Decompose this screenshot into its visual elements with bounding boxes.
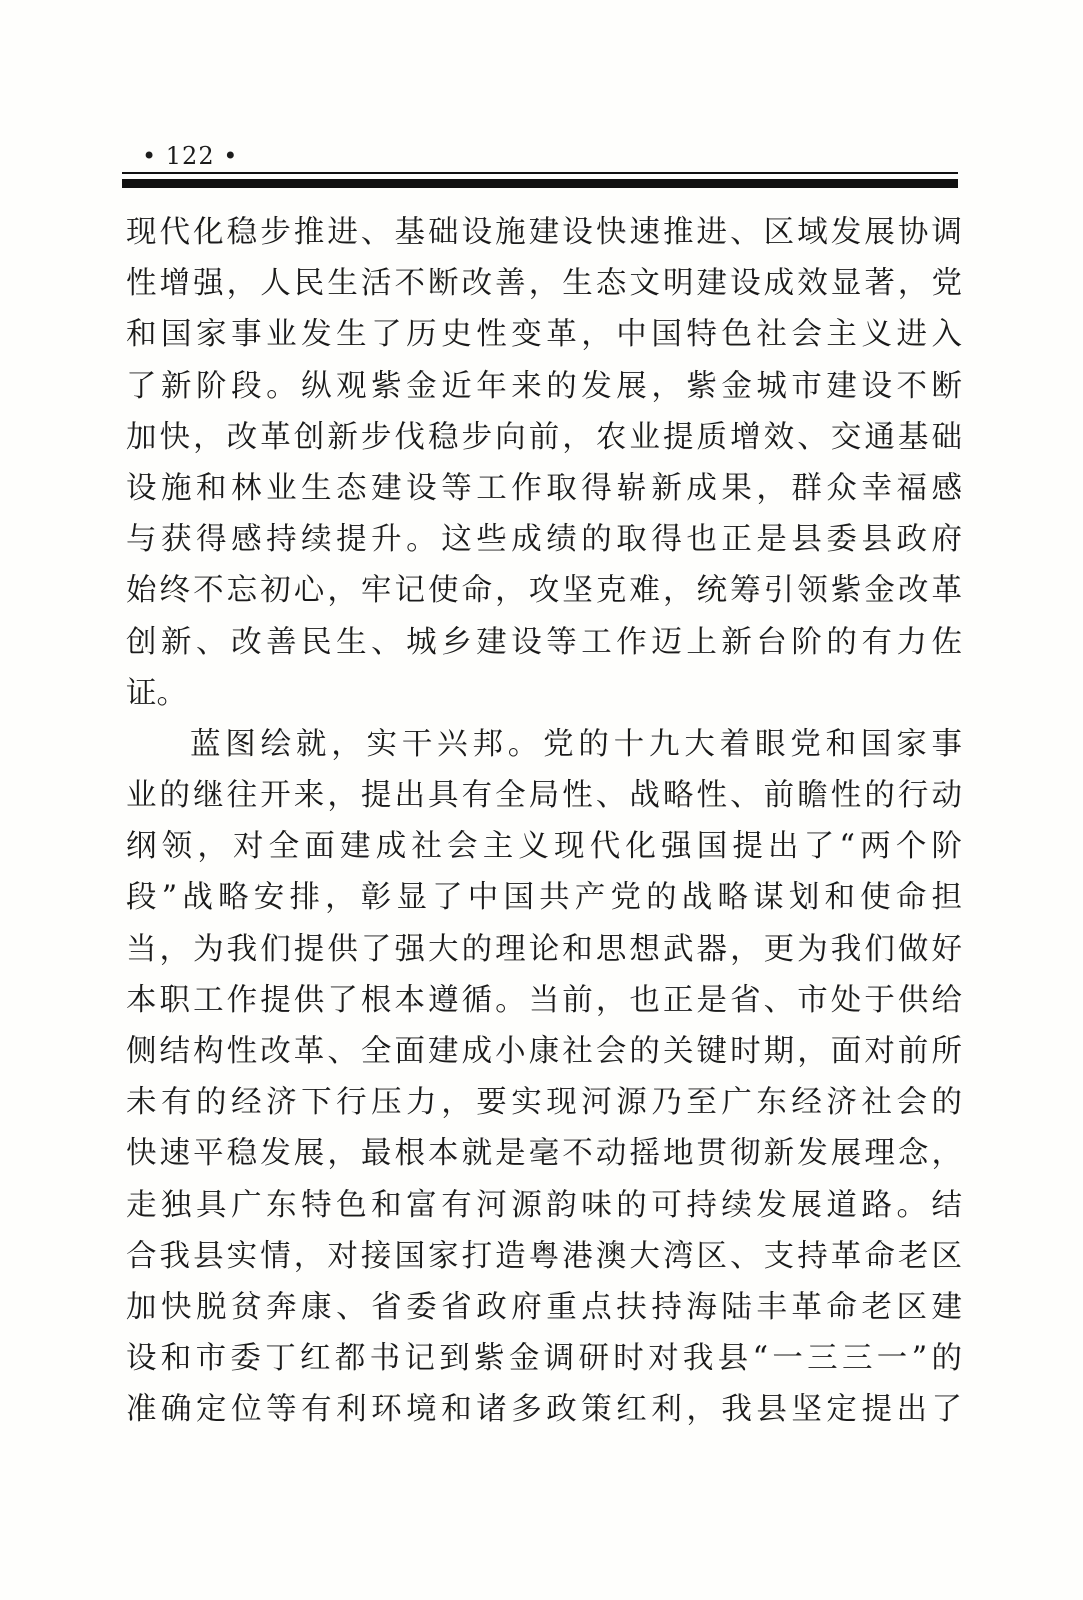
text-line: 始终不忘初心，牢记使命，攻坚克难，统筹引领紫金改革 — [126, 573, 962, 609]
text-line: 准确定位等有利环境和诸多政策红利，我县坚定提出了 — [126, 1392, 962, 1428]
text-line: 快速平稳发展，最根本就是毫不动摇地贯彻新发展理念， — [126, 1136, 962, 1172]
text-line: 未有的经济下行压力，要实现河源乃至广东经济社会的 — [126, 1085, 962, 1121]
body-text — [126, 207, 962, 1436]
text-line: 了新阶段。纵观紫金近年来的发展，紫金城市建设不断 — [126, 368, 962, 404]
text-line: 加快脱贫奔康、省委省政府重点扶持海陆丰革命老区建 — [126, 1289, 962, 1325]
text-line: 纲领，对全面建成社会主义现代化强国提出了“两个阶 — [126, 829, 962, 865]
text-line: 侧结构性改革、全面建成小康社会的关键时期，面对前所 — [126, 1034, 962, 1069]
text-line: 现代化稳步推进、基础设施建设快速推进、区域发展协调 — [126, 215, 962, 250]
page-number: • 122 • — [142, 142, 239, 170]
text-line: 设施和林业生态建设等工作取得崭新成果，群众幸福感 — [126, 470, 962, 506]
text-line: 段”战略安排，彰显了中国共产党的战略谋划和使命担 — [126, 880, 962, 916]
header-rule-thick — [122, 179, 958, 188]
text-line: 创新、改善民生、城乡建设等工作迈上新台阶的有力佐 — [126, 624, 962, 660]
text-line: 与获得感持续提升。这些成绩的取得也正是县委县政府 — [126, 522, 962, 558]
text-line: 走独具广东特色和富有河源韵味的可持续发展道路。结 — [126, 1187, 962, 1223]
header-rule-thin — [122, 172, 958, 174]
page-header — [122, 138, 958, 198]
text-line: 证。 — [126, 675, 187, 711]
text-line: 合我县实情，对接国家打造粤港澳大湾区、支持革命老区 — [126, 1238, 962, 1274]
text-line: 本职工作提供了根本遵循。当前，也正是省、市处于供给 — [126, 982, 962, 1018]
text-line: 性增强，人民生活不断改善，生态文明建设成效显著，党 — [126, 266, 962, 302]
text-line: 蓝图绘就，实干兴邦。党的十九大着眼党和国家事 — [190, 726, 962, 762]
text-line: 当，为我们提供了强大的理论和思想武器，更为我们做好 — [126, 931, 962, 967]
text-line: 设和市委丁红都书记到紫金调研时对我县“一三三一”的 — [126, 1341, 962, 1377]
text-line: 和国家事业发生了历史性变革，中国特色社会主义进入 — [126, 317, 962, 353]
text-line: 业的继往开来，提出具有全局性、战略性、前瞻性的行动 — [126, 778, 962, 814]
text-line: 加快，改革创新步伐稳步向前，农业提质增效、交通基础 — [126, 419, 962, 455]
